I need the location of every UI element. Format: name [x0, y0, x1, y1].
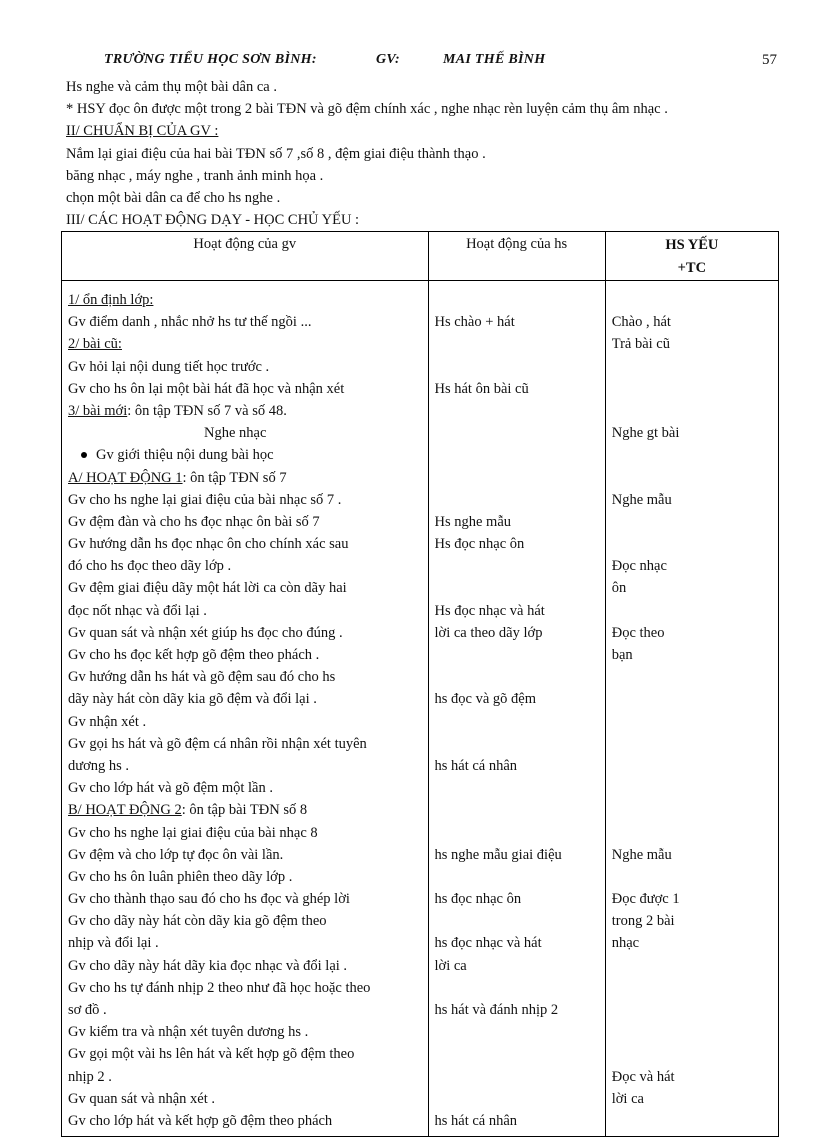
student-activity-line: hs hát cá nhân	[434, 757, 518, 774]
student-activity-line	[435, 977, 600, 999]
student-activity-line: Hs đọc nhạc và hát	[434, 602, 545, 619]
weak-students-line	[612, 777, 773, 799]
weak-students-line	[612, 688, 773, 710]
teacher-activity-line: Gv nhận xét .	[68, 713, 147, 730]
weak-students-line	[612, 755, 773, 777]
student-activity-line: Hs đọc nhạc ôn	[434, 536, 525, 553]
weak-students-line	[612, 822, 773, 844]
teacher-activity-line: nhịp 2 .	[68, 1068, 112, 1085]
student-activity-line	[435, 822, 600, 844]
student-activity-line: hs hát và đánh nhịp 2	[434, 1002, 559, 1018]
teacher-activity-cell	[62, 281, 429, 1137]
header-teacher-activity: Hoạt động của gv	[62, 232, 429, 281]
teacher-activity-line: Gv quan sát và nhận xét .	[68, 1090, 215, 1107]
weak-students-line: Trả bài cũ	[611, 336, 670, 353]
intro-line: III/ CÁC HOẠT ĐỘNG DẠY - HỌC CHỦ YẾU :	[66, 212, 360, 229]
student-activity-line: hs nghe mẫu giai điệu	[434, 846, 562, 863]
weak-students-line	[612, 1043, 773, 1065]
header-teacher-label: GV:	[376, 52, 400, 67]
teacher-activity-line: Gv đệm giai điệu dãy một hát lời ca còn dãy hai	[68, 580, 347, 597]
teacher-activity-line: B/ HOẠT ĐỘNG 2: ôn tập bài TĐN số 8	[68, 802, 308, 819]
teacher-activity-line: dãy này hát còn dãy kia gõ đệm và đổi lại .	[68, 691, 317, 708]
student-activity-line	[435, 1043, 600, 1065]
header-student-activity: Hoạt động của hs	[428, 232, 605, 281]
student-activity-line	[435, 422, 600, 444]
weak-students-line	[612, 866, 773, 888]
table-body-row	[62, 281, 779, 1137]
teacher-activity-line: đọc nốt nhạc và đổi lại .	[68, 602, 207, 619]
teacher-activity-line: Gv cho thành thạo sau đó cho hs đọc và ghép lời	[68, 891, 350, 908]
weak-students-line: bạn	[611, 647, 633, 663]
header-weak-students: HS YẾU +TC	[605, 232, 778, 281]
teacher-activity-line: Gv cho lớp hát và kết hợp gõ đệm theo phách	[68, 1112, 333, 1129]
intro-line: chọn một bài dân ca để cho hs nghe .	[66, 189, 281, 206]
teacher-activity-line: Gv cho hs ôn luân phiên theo dãy lớp .	[68, 868, 293, 885]
teacher-activity-line: Gv kiểm tra và nhận xét tuyên dương hs .	[68, 1024, 309, 1041]
student-activity-line	[435, 555, 600, 577]
weak-students-line	[612, 977, 773, 999]
activities-table	[61, 231, 779, 1137]
teacher-activity-line: Gv đệm đàn và cho hs đọc nhạc ôn bài số 7	[68, 513, 320, 530]
weak-students-line	[612, 955, 773, 977]
teacher-activity-line: nhịp và đổi lại .	[68, 935, 159, 952]
teacher-activity-line: Gv cho hs ôn lại một bài hát đã học và nhận xét	[68, 380, 345, 397]
intro-line: Hs nghe và cảm thụ một bài dân ca .	[66, 79, 277, 95]
student-activity-line	[435, 467, 600, 489]
weak-students-line: ôn	[611, 580, 627, 597]
intro-line: II/ CHUẨN BỊ CỦA GV :	[66, 123, 219, 140]
weak-students-line	[612, 289, 773, 311]
student-activity-line: Hs hát ôn bài cũ	[434, 380, 529, 397]
student-activity-line: hs hát cá nhân	[434, 1112, 518, 1129]
teacher-activity-line: Gv hỏi lại nội dung tiết học trước .	[68, 358, 270, 375]
weak-students-line	[612, 1021, 773, 1043]
teacher-activity-line: Nghe nhạc	[204, 425, 267, 442]
teacher-activity-line: dương hs .	[68, 757, 130, 774]
teacher-activity-line: Gv gọi một vài hs lên hát và kết hợp gõ đệm theo	[68, 1046, 355, 1063]
weak-students-line: Nghe gt bài	[611, 425, 680, 442]
weak-students-line: nhạc	[611, 935, 640, 952]
intro-line: Nắm lại giai điệu của hai bài TĐN số 7 ,số 8 , đệm giai điệu thành thạo .	[66, 145, 486, 162]
weak-students-line	[612, 600, 773, 622]
weak-students-line	[612, 733, 773, 755]
teacher-activity-line: Gv cho hs đọc kết hợp gõ đệm theo phách .	[68, 647, 320, 663]
teacher-activity-line: 1/ ổn định lớp:	[68, 292, 154, 308]
weak-students-line: Chào , hát	[611, 314, 671, 331]
weak-students-line: Đọc được 1	[611, 891, 680, 908]
teacher-activity-line: Gv cho lớp hát và gõ đệm một lần .	[68, 780, 273, 797]
teacher-activity-line: A/ HOẠT ĐỘNG 1: ôn tập TĐN số 7	[68, 469, 287, 486]
teacher-activity-line: Gv cho hs nghe lại giai điệu của bài nhạc số 7 .	[68, 491, 342, 508]
student-activity-line	[435, 666, 600, 688]
student-activity-line	[435, 644, 600, 666]
weak-students-line	[612, 378, 773, 400]
weak-students-line	[612, 1110, 773, 1132]
teacher-activity-line: sơ đồ .	[68, 1002, 107, 1018]
weak-students-line: trong 2 bài	[611, 913, 675, 930]
student-activity-line	[435, 777, 600, 799]
student-activity-line: lời ca	[434, 957, 467, 974]
intro-section	[66, 76, 806, 231]
teacher-activity-line: Gv hướng dẫn hs hát và gõ đệm sau đó cho hs	[68, 669, 336, 686]
teacher-activity-line: Gv gọi hs hát và gõ đệm cá nhân rồi nhận xét tuyên	[68, 735, 367, 752]
student-activity-line: hs đọc nhạc ôn	[434, 891, 522, 908]
weak-students-line: Đọc nhạc	[611, 558, 667, 575]
teacher-activity-line: 3/ bài mới: ôn tập TĐN số 7 và số 48.	[68, 402, 287, 419]
student-activity-line: lời ca theo dãy lớp	[434, 624, 543, 641]
weak-students-line	[612, 799, 773, 821]
teacher-activity-line: đó cho hs đọc theo dãy lớp .	[68, 558, 232, 575]
student-activity-line	[435, 333, 600, 355]
page-number: 57	[762, 52, 777, 68]
student-activity-line: hs đọc và gõ đệm	[434, 691, 536, 708]
student-activity-line	[435, 289, 600, 311]
weak-students-line	[612, 400, 773, 422]
weak-students-line: Đọc theo	[611, 624, 665, 641]
student-activity-cell	[428, 281, 605, 1137]
weak-students-line	[612, 444, 773, 466]
header-teacher-name: MAI THẾ BÌNH	[443, 52, 546, 67]
student-activity-line	[435, 577, 600, 599]
teacher-activity-line: Gv đệm và cho lớp tự đọc ôn vài lần.	[68, 846, 284, 863]
weak-students-line	[612, 356, 773, 378]
student-activity-line: Hs chào + hát	[434, 314, 515, 331]
weak-students-line: Đọc và hát	[611, 1068, 675, 1085]
teacher-activity-line: Gv cho hs tự đánh nhịp 2 theo như đã học hoặc theo	[68, 979, 371, 996]
weak-students-line: Nghe mẫu	[611, 846, 672, 863]
teacher-activity-line: Gv hướng dẫn hs đọc nhạc ôn cho chính xác sau	[68, 536, 349, 553]
teacher-activity-line: 2/ bài cũ:	[68, 336, 122, 353]
student-activity-line	[435, 711, 600, 733]
student-activity-line	[435, 356, 600, 378]
student-activity-line	[435, 1088, 600, 1110]
student-activity-line	[435, 799, 600, 821]
teacher-activity-line: Gv cho dãy này hát còn dãy kia gõ đệm theo	[68, 913, 327, 930]
teacher-activity-line: Gv quan sát và nhận xét giúp hs đọc cho đúng .	[68, 624, 343, 641]
student-activity-line	[435, 444, 600, 466]
student-activity-line	[435, 1021, 600, 1043]
student-activity-line: hs đọc nhạc và hát	[434, 935, 542, 952]
teacher-activity-line: Gv cho hs nghe lại giai điệu của bài nhạc 8	[68, 824, 318, 841]
teacher-activity-line: Gv cho dãy này hát dãy kia đọc nhạc và đổi lại .	[68, 957, 348, 974]
teacher-activity-line: Gv điểm danh , nhắc nhở hs tư thế ngồi ...	[68, 314, 312, 331]
intro-line: * HSY đọc ôn được một trong 2 bài TĐN và gõ đệm chính xác , nghe nhạc rèn luyện cảm thụ âm nhạc .	[66, 101, 668, 118]
weak-students-line: lời ca	[611, 1090, 644, 1107]
weak-students-line	[612, 533, 773, 555]
weak-students-cell	[605, 281, 778, 1137]
weak-students-line	[612, 666, 773, 688]
weak-students-line	[612, 511, 773, 533]
teacher-activity-line: Gv giới thiệu nội dung bài học	[68, 444, 423, 466]
intro-line: băng nhạc , máy nghe , tranh ảnh minh họa .	[66, 167, 324, 184]
student-activity-line	[435, 1066, 600, 1088]
student-activity-line	[435, 400, 600, 422]
weak-students-line: Nghe mẫu	[611, 491, 672, 508]
weak-students-line	[612, 467, 773, 489]
student-activity-line	[435, 866, 600, 888]
weak-students-line	[612, 711, 773, 733]
student-activity-line: Hs nghe mẫu	[434, 513, 512, 530]
header-school: TRƯỜNG TIỂU HỌC SƠN BÌNH:	[104, 52, 317, 67]
student-activity-line	[435, 910, 600, 932]
table-header-row	[62, 232, 779, 281]
weak-students-line	[612, 999, 773, 1021]
student-activity-line	[435, 733, 600, 755]
student-activity-line	[435, 489, 600, 511]
